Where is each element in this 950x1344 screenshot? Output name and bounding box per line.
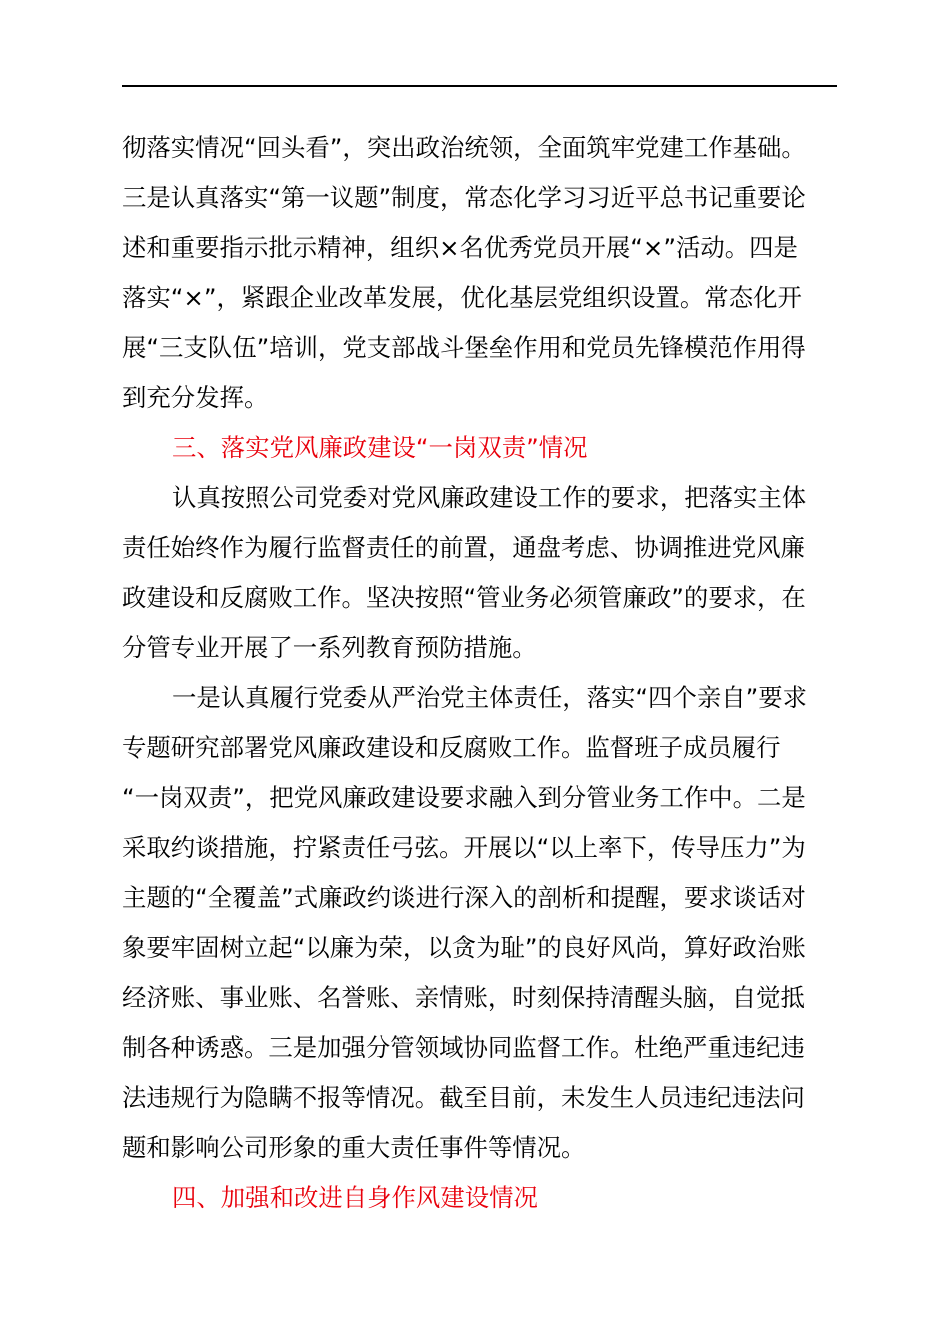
- text-line: 分管专业开展了一系列教育预防措施。: [122, 633, 537, 662]
- text-line: 一是认真履行党委从严治党主体责任，落实“四个亲自”要求: [172, 683, 808, 712]
- text-line: 责任始终作为履行监督责任的前置，通盘考虑、协调推进党风廉: [122, 533, 805, 562]
- text-line: 经济账、事业账、名誉账、亲情账，时刻保持清醒头脑，自觉抵: [122, 983, 805, 1012]
- text-line: 采取约谈措施，拧紧责任弓弦。开展以“以上率下，传导压力”为: [122, 833, 806, 862]
- text-line: 题和影响公司形象的重大责任事件等情况。: [122, 1133, 586, 1162]
- text-line: 到充分发挥。: [122, 383, 269, 412]
- text-line: 落实“×”，紧跟企业改革发展，优化基层党组织设置。常态化开: [122, 283, 802, 312]
- text-line: 政建设和反腐败工作。坚决按照“管业务必须管廉政”的要求，在: [122, 583, 806, 612]
- text-line: “一岗双责”，把党风廉政建设要求融入到分管业务工作中。二是: [122, 783, 806, 812]
- text-line: 象要牢固树立起“以廉为荣，以贪为耻”的良好风尚，算好政治账: [122, 933, 806, 962]
- section-heading: 四、加强和改进自身作风建设情况: [172, 1183, 538, 1212]
- section-heading: 三、落实党风廉政建设“一岗双责”情况: [172, 433, 588, 462]
- text-line: 述和重要指示批示精神，组织×名优秀党员开展“×”活动。四是: [122, 233, 798, 262]
- text-line: 主题的“全覆盖”式廉政约谈进行深入的剖析和提醒，要求谈话对: [122, 883, 806, 912]
- text-line: 制各种诱惑。三是加强分管领域协同监督工作。杜绝严重违纪违: [122, 1033, 805, 1062]
- text-line: 三是认真落实“第一议题”制度，常态化学习习近平总书记重要论: [122, 183, 806, 212]
- text-line: 认真按照公司党委对党风廉政建设工作的要求，把落实主体: [172, 483, 807, 512]
- text-line: 专题研究部署党风廉政建设和反腐败工作。监督班子成员履行: [122, 733, 781, 762]
- header-rule: [122, 85, 837, 87]
- text-line: 法违规行为隐瞒不报等情况。截至目前，未发生人员违纪违法问: [122, 1083, 805, 1112]
- text-line: 彻落实情况“回头看”，突出政治统领，全面筑牢党建工作基础。: [122, 133, 806, 162]
- text-line: 展“三支队伍”培训，党支部战斗堡垒作用和党员先锋模范作用得: [122, 333, 806, 362]
